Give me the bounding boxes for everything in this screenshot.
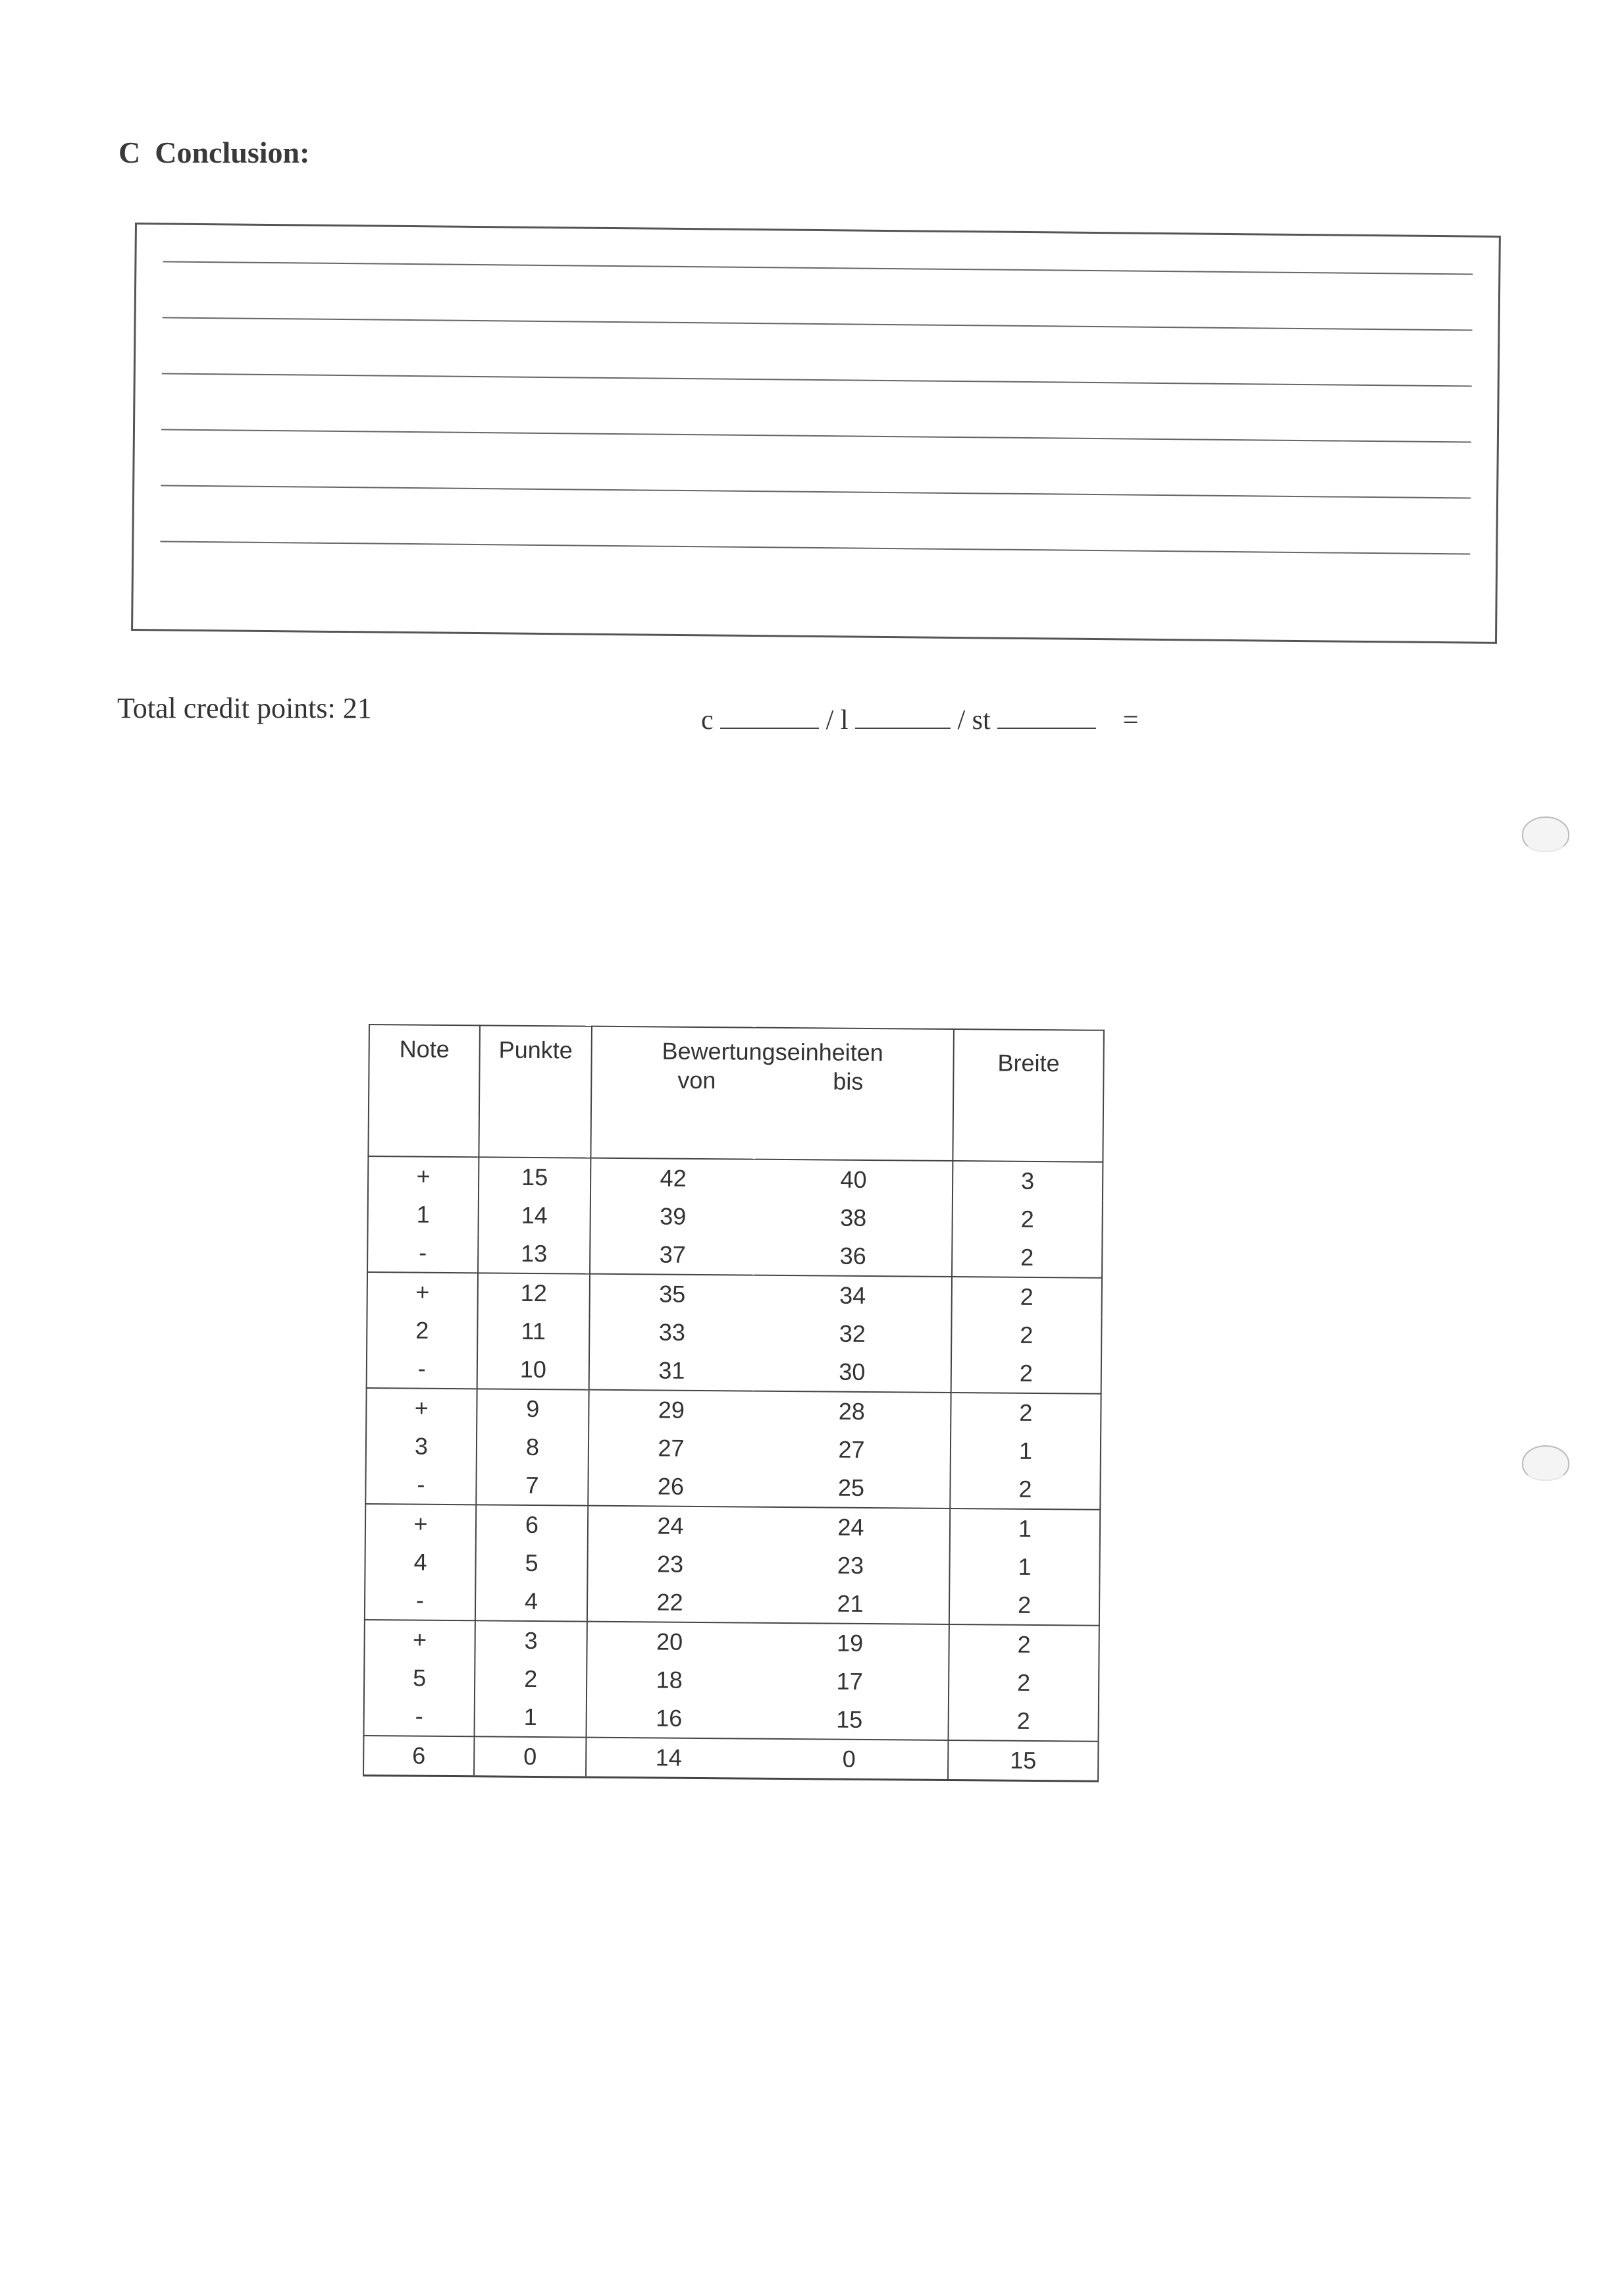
bis-cell: 15 bbox=[750, 1700, 948, 1740]
breite-cell: 2 bbox=[949, 1624, 1099, 1665]
breite-cell: 2 bbox=[949, 1663, 1099, 1703]
note-cell: 1 bbox=[368, 1195, 479, 1234]
note-cell: + bbox=[367, 1272, 478, 1312]
table-row bbox=[364, 1697, 1099, 1742]
header-bis: bis bbox=[833, 1067, 864, 1095]
formula-c-label: c bbox=[701, 705, 714, 735]
punkte-cell: 12 bbox=[478, 1273, 590, 1312]
von-cell: 18 bbox=[587, 1661, 751, 1700]
breite-cell: 3 bbox=[953, 1161, 1103, 1201]
bis-cell: 34 bbox=[754, 1275, 952, 1316]
breite-cell: 1 bbox=[950, 1508, 1100, 1549]
section-title: Conclusion: bbox=[155, 136, 310, 169]
table-row bbox=[367, 1272, 1102, 1317]
punkte-cell: 11 bbox=[477, 1312, 589, 1350]
punkte-cell: 10 bbox=[477, 1350, 589, 1389]
answer-line bbox=[161, 485, 1471, 498]
section-heading bbox=[118, 135, 309, 170]
breite-cell: 1 bbox=[951, 1431, 1101, 1471]
bis-cell: 21 bbox=[752, 1584, 949, 1624]
punkte-cell: 4 bbox=[475, 1582, 587, 1621]
table-row bbox=[368, 1195, 1103, 1239]
c-blank[interactable] bbox=[720, 708, 819, 729]
note-cell: + bbox=[365, 1504, 476, 1543]
bis-cell: 27 bbox=[753, 1430, 951, 1470]
note-cell: - bbox=[364, 1697, 475, 1736]
total-credit-points: Total credit points: 21 bbox=[117, 692, 372, 724]
bis-cell: 28 bbox=[753, 1391, 951, 1431]
bis-cell: 36 bbox=[754, 1237, 952, 1277]
breite-cell: 2 bbox=[952, 1238, 1102, 1278]
breite-cell: 2 bbox=[948, 1701, 1098, 1742]
note-cell: 2 bbox=[367, 1311, 477, 1350]
table-row bbox=[366, 1388, 1101, 1433]
note-cell: - bbox=[365, 1581, 475, 1620]
von-cell: 27 bbox=[589, 1429, 753, 1468]
bis-cell: 23 bbox=[752, 1546, 949, 1586]
table-row bbox=[364, 1620, 1099, 1665]
breite-cell: 2 bbox=[951, 1393, 1101, 1433]
answer-line bbox=[162, 373, 1472, 387]
table-row bbox=[365, 1465, 1100, 1510]
note-cell: + bbox=[364, 1620, 475, 1659]
bis-cell: 0 bbox=[750, 1739, 948, 1780]
von-cell: 20 bbox=[587, 1622, 751, 1662]
punkte-cell: 13 bbox=[478, 1234, 590, 1273]
table-row bbox=[365, 1581, 1099, 1626]
table-row bbox=[363, 1736, 1098, 1781]
punkte-cell: 5 bbox=[475, 1543, 587, 1582]
bis-cell: 38 bbox=[754, 1198, 952, 1238]
punkte-cell: 9 bbox=[477, 1389, 589, 1428]
conclusion-answer-box[interactable] bbox=[131, 223, 1501, 644]
note-cell: - bbox=[367, 1349, 477, 1389]
von-cell: 42 bbox=[590, 1158, 755, 1198]
von-cell: 22 bbox=[587, 1583, 752, 1623]
note-cell: + bbox=[366, 1388, 477, 1427]
note-cell: 5 bbox=[364, 1659, 475, 1697]
table-row bbox=[367, 1311, 1101, 1355]
header-note: Note bbox=[368, 1025, 480, 1157]
breite-cell: 2 bbox=[951, 1316, 1101, 1355]
table-row bbox=[367, 1233, 1102, 1278]
note-cell: 3 bbox=[366, 1427, 477, 1466]
l-blank[interactable] bbox=[855, 708, 951, 729]
table-row bbox=[365, 1504, 1100, 1549]
section-letter: C bbox=[118, 136, 141, 169]
formula-l-label: / l bbox=[825, 705, 849, 735]
note-cell: 6 bbox=[363, 1736, 474, 1776]
breite-cell: 2 bbox=[950, 1470, 1100, 1510]
bis-cell: 25 bbox=[752, 1468, 950, 1508]
von-cell: 26 bbox=[588, 1467, 752, 1507]
breite-cell: 15 bbox=[948, 1740, 1098, 1781]
answer-line bbox=[163, 261, 1473, 275]
bis-cell: 17 bbox=[751, 1662, 949, 1701]
header-punkte: Punkte bbox=[479, 1025, 592, 1158]
note-cell: - bbox=[365, 1465, 476, 1505]
table-row bbox=[364, 1659, 1099, 1703]
answer-line bbox=[163, 317, 1473, 331]
header-von: von bbox=[677, 1066, 716, 1094]
von-cell: 33 bbox=[589, 1313, 754, 1352]
bis-cell: 24 bbox=[752, 1507, 950, 1547]
von-cell: 24 bbox=[588, 1506, 752, 1546]
header-breite: Breite bbox=[953, 1029, 1104, 1162]
formula-st-label: / st bbox=[957, 705, 991, 735]
note-cell: 4 bbox=[365, 1543, 475, 1582]
formula-equals: = bbox=[1122, 705, 1139, 735]
breite-cell: 2 bbox=[952, 1200, 1102, 1239]
note-cell: - bbox=[367, 1233, 478, 1273]
von-cell: 39 bbox=[590, 1197, 754, 1237]
table-row bbox=[366, 1427, 1101, 1471]
header-bewertung-label: Bewertungseinheiten bbox=[662, 1037, 883, 1067]
st-blank[interactable] bbox=[997, 708, 1096, 729]
von-cell: 35 bbox=[590, 1274, 754, 1314]
table-row bbox=[368, 1156, 1103, 1201]
von-cell: 29 bbox=[589, 1390, 753, 1430]
von-cell: 31 bbox=[589, 1351, 754, 1391]
punkte-cell: 7 bbox=[476, 1466, 588, 1505]
score-formula bbox=[701, 705, 1138, 736]
punkte-cell: 0 bbox=[474, 1736, 586, 1777]
grade-table bbox=[363, 1024, 1105, 1782]
breite-cell: 1 bbox=[949, 1547, 1099, 1587]
table-row bbox=[365, 1543, 1099, 1587]
bis-cell: 32 bbox=[754, 1314, 951, 1354]
punkte-cell: 15 bbox=[479, 1157, 590, 1196]
von-cell: 23 bbox=[587, 1545, 752, 1584]
punkte-cell: 6 bbox=[476, 1505, 588, 1544]
punkte-cell: 3 bbox=[475, 1620, 587, 1660]
note-cell: + bbox=[368, 1156, 479, 1196]
von-cell: 37 bbox=[590, 1235, 754, 1275]
punch-hole bbox=[1522, 816, 1569, 852]
answer-line bbox=[161, 429, 1471, 442]
bis-cell: 40 bbox=[755, 1160, 953, 1200]
von-cell: 14 bbox=[586, 1738, 750, 1778]
answer-line bbox=[160, 541, 1470, 554]
table-row bbox=[367, 1349, 1101, 1394]
punkte-cell: 1 bbox=[475, 1697, 587, 1737]
punkte-cell: 14 bbox=[478, 1196, 590, 1235]
von-cell: 16 bbox=[586, 1699, 750, 1739]
punkte-cell: 8 bbox=[477, 1427, 589, 1466]
breite-cell: 2 bbox=[949, 1586, 1099, 1626]
punkte-cell: 2 bbox=[475, 1659, 587, 1698]
bis-cell: 30 bbox=[754, 1352, 951, 1393]
punch-hole bbox=[1522, 1445, 1569, 1481]
header-bewertungseinheiten bbox=[590, 1027, 954, 1161]
bis-cell: 19 bbox=[751, 1623, 949, 1663]
breite-cell: 2 bbox=[951, 1354, 1101, 1394]
breite-cell: 2 bbox=[952, 1277, 1102, 1317]
